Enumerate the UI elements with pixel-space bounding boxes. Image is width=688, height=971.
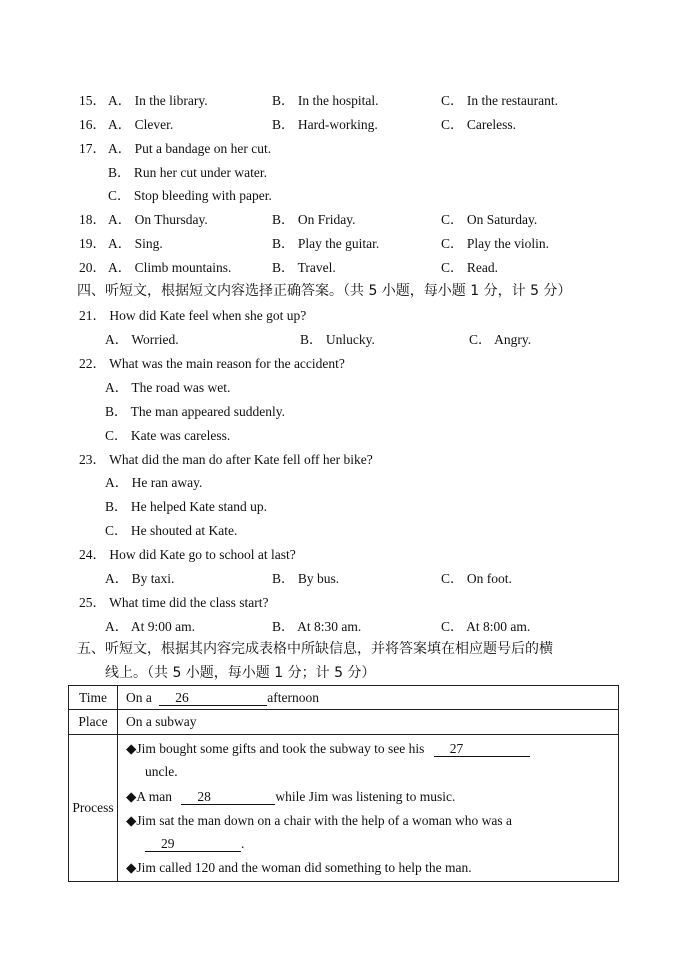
process-item-3-text: ◆Jim sat the man down on a chair with the help of a woman who was a	[126, 813, 513, 828]
time-label: Time	[69, 686, 118, 710]
q25-stem: 25． What time did the class start?	[79, 595, 269, 610]
time-suffix: afternoon	[267, 689, 319, 705]
q19-option-c: C． Play the violin.	[441, 236, 549, 251]
process-item-3-continued	[126, 833, 610, 857]
process-item-2-suffix: while Jim was listening to music.	[275, 789, 456, 804]
table-row-place	[69, 710, 619, 735]
q15-option-a: A． In the library.	[108, 93, 208, 108]
q23-option-c: C． He shouted at Kate.	[105, 523, 238, 538]
q15-option-b: B． In the hospital.	[272, 93, 379, 108]
q17-option-c: C． Stop bleeding with paper.	[108, 188, 272, 203]
blank-26: 26	[159, 690, 267, 706]
q22-stem: 22． What was the main reason for the accident?	[79, 356, 345, 371]
process-item-1	[126, 737, 610, 761]
q23-option-a: A． He ran away.	[105, 475, 203, 490]
q24-option-a: A． By taxi.	[105, 571, 175, 586]
place-value: On a subway	[118, 710, 619, 735]
q21-option-a: A． Worried.	[105, 332, 179, 347]
process-item-4: ◆Jim called 120 and the woman did something to help the man.	[126, 860, 472, 875]
q24-option-c: C． On foot.	[441, 571, 512, 586]
q24-option-b: B． By bus.	[272, 571, 340, 586]
q23-option-b: B． He helped Kate stand up.	[105, 499, 267, 514]
q22-option-b: B． The man appeared suddenly.	[105, 404, 285, 419]
blank-29: 29	[145, 836, 241, 852]
process-item-1-continued: uncle.	[145, 764, 178, 779]
table-row-process	[69, 735, 619, 882]
process-label: Process	[69, 735, 118, 882]
q22-option-a: A． The road was wet.	[105, 380, 231, 395]
q16-option-b: B． Hard-working.	[272, 117, 378, 132]
q20-option-a: A． Climb mountains.	[108, 260, 232, 275]
q19-number: 19．	[79, 236, 106, 251]
q17-option-b: B． Run her cut under water.	[108, 165, 267, 180]
q22-option-c: C． Kate was careless.	[105, 428, 231, 443]
q17-option-a: A． Put a bandage on her cut.	[108, 141, 272, 156]
time-prefix: On a	[126, 689, 152, 705]
q25-option-a: A． At 9:00 am.	[105, 619, 195, 634]
process-item-3	[126, 809, 610, 833]
blank-28: 28	[181, 789, 275, 805]
section-5-heading-line1: 五、听短文，根据其内容完成表格中所缺信息，并将答案填在相应题号后的横	[77, 641, 553, 657]
q16-option-c: C． Careless.	[441, 117, 516, 132]
q21-option-c: C． Angry.	[469, 332, 532, 347]
q25-option-c: C． At 8:00 am.	[441, 619, 531, 634]
q17-number: 17．	[79, 141, 106, 156]
process-item-2	[126, 785, 610, 809]
q25-option-b: B． At 8:30 am.	[272, 619, 362, 634]
q20-number: 20．	[79, 260, 106, 275]
section-4-heading: 四、听短文，根据短文内容选择正确答案。（共 5 小题，每小题 1 分，计 5 分）	[77, 283, 572, 299]
process-item-2-text: ◆A man	[126, 789, 173, 804]
q15-option-c: C． In the restaurant.	[441, 93, 558, 108]
q16-number: 16．	[79, 117, 106, 132]
q21-option-b: B． Unlucky.	[300, 332, 375, 347]
q18-option-b: B． On Friday.	[272, 212, 356, 227]
q15-number: 15．	[79, 93, 106, 108]
q18-option-c: C． On Saturday.	[441, 212, 538, 227]
q18-number: 18．	[79, 212, 106, 227]
section-5-heading-line2: 线上。（共 5 小题，每小题 1 分；计 5 分）	[105, 665, 376, 681]
time-cell	[118, 686, 619, 710]
info-table	[68, 685, 619, 882]
table-row-time	[69, 686, 619, 710]
q19-option-b: B． Play the guitar.	[272, 236, 380, 251]
q23-stem: 23． What did the man do after Kate fell off her bike?	[79, 452, 373, 467]
q21-stem: 21． How did Kate feel when she got up?	[79, 308, 307, 323]
q18-option-a: A． On Thursday.	[108, 212, 208, 227]
process-item-3-suffix: .	[241, 836, 245, 851]
place-label: Place	[69, 710, 118, 735]
q16-option-a: A． Clever.	[108, 117, 174, 132]
q20-option-c: C． Read.	[441, 260, 498, 275]
q20-option-b: B． Travel.	[272, 260, 336, 275]
q19-option-a: A． Sing.	[108, 236, 163, 251]
q24-stem: 24． How did Kate go to school at last?	[79, 547, 296, 562]
process-item-1-text: ◆Jim bought some gifts and took the subway to see his	[126, 741, 425, 756]
process-cell	[118, 735, 619, 882]
blank-27: 27	[434, 741, 530, 757]
